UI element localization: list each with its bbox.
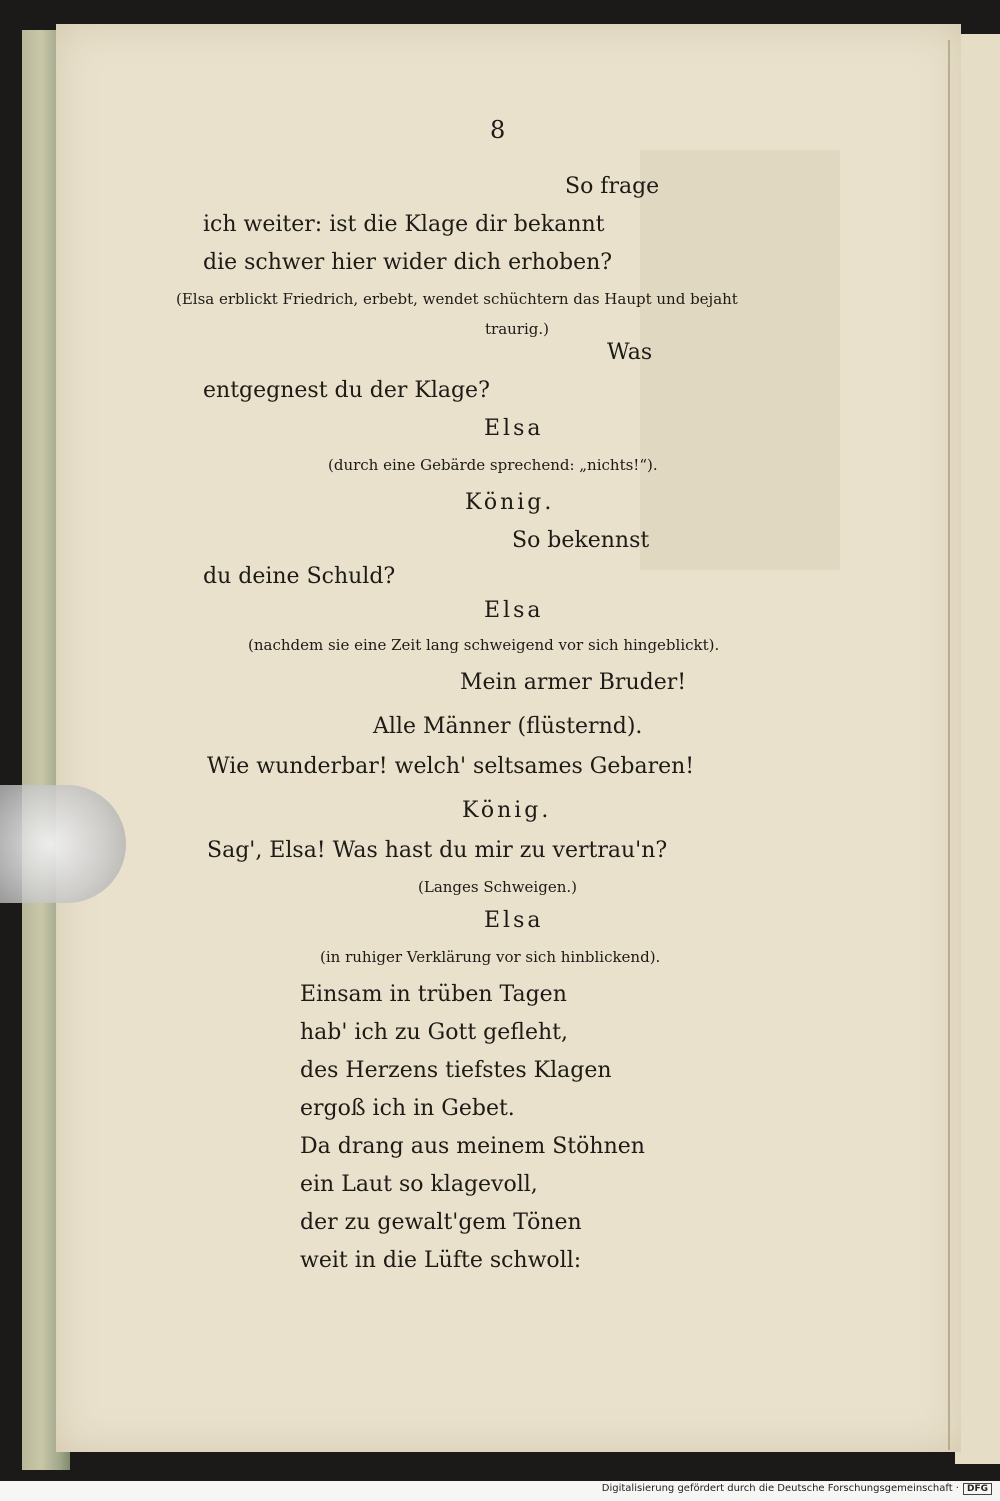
text-line: Was [607,340,653,365]
verse-line: der zu gewalt'gem Tönen [300,1210,582,1235]
text-line: Sag', Elsa! Was hast du mir zu vertrau'n? [207,838,668,863]
adjacent-page-edge [955,34,1000,1464]
verse-line: weit in die Lüfte schwoll: [300,1248,582,1273]
speaker-name: Elsa [484,598,544,623]
text-line: ich weiter: ist die Klage dir bekannt [203,212,605,237]
verse-line: ein Laut so klagevoll, [300,1172,538,1197]
text-line: die schwer hier wider dich erhoben? [203,250,613,275]
stage-direction: traurig.) [485,320,549,338]
stage-direction: (in ruhiger Verklärung vor sich hinblickend). [320,948,661,966]
footer-credit [602,1483,992,1495]
page-clip-tab [0,785,126,903]
speaker-name: König. [462,798,552,823]
verse-line: Einsam in trüben Tagen [300,982,567,1007]
stage-direction: (Langes Schweigen.) [418,878,577,896]
text-line: du deine Schuld? [203,564,396,589]
speaker-name: Elsa [484,908,544,933]
speaker-name: Alle Männer (flüsternd). [373,714,643,739]
show-through-shadow [640,150,840,570]
verse-line: des Herzens tiefstes Klagen [300,1058,612,1083]
stage-direction: (durch eine Gebärde sprechend: „nichts!“). [328,456,658,474]
verse-line: ergoß ich in Gebet. [300,1096,515,1121]
page-number: 8 [490,116,506,144]
speaker-name: König. [465,490,555,515]
text-line: Wie wunderbar! welch' seltsames Gebaren! [207,754,695,779]
page-gutter-line [948,40,950,1450]
footer-strip [0,1481,1000,1501]
text-line: Mein armer Bruder! [460,670,687,695]
verse-line: hab' ich zu Gott gefleht, [300,1020,568,1045]
verse-line: Da drang aus meinem Stöhnen [300,1134,645,1159]
text-line: So frage [565,174,660,199]
credit-text: Digitalisierung gefördert durch die Deutsche Forschungsgemeinschaft · [601,1483,959,1494]
dfg-logo: DFG [963,1483,992,1495]
stage-direction: (Elsa erblickt Friedrich, erbebt, wendet schüchtern das Haupt und bejaht [176,290,738,308]
speaker-name: Elsa [484,416,544,441]
stage-direction: (nachdem sie eine Zeit lang schweigend vor sich hingeblickt). [248,636,720,654]
text-line: entgegnest du der Klage? [203,378,490,403]
text-line: So bekennst [512,528,650,553]
